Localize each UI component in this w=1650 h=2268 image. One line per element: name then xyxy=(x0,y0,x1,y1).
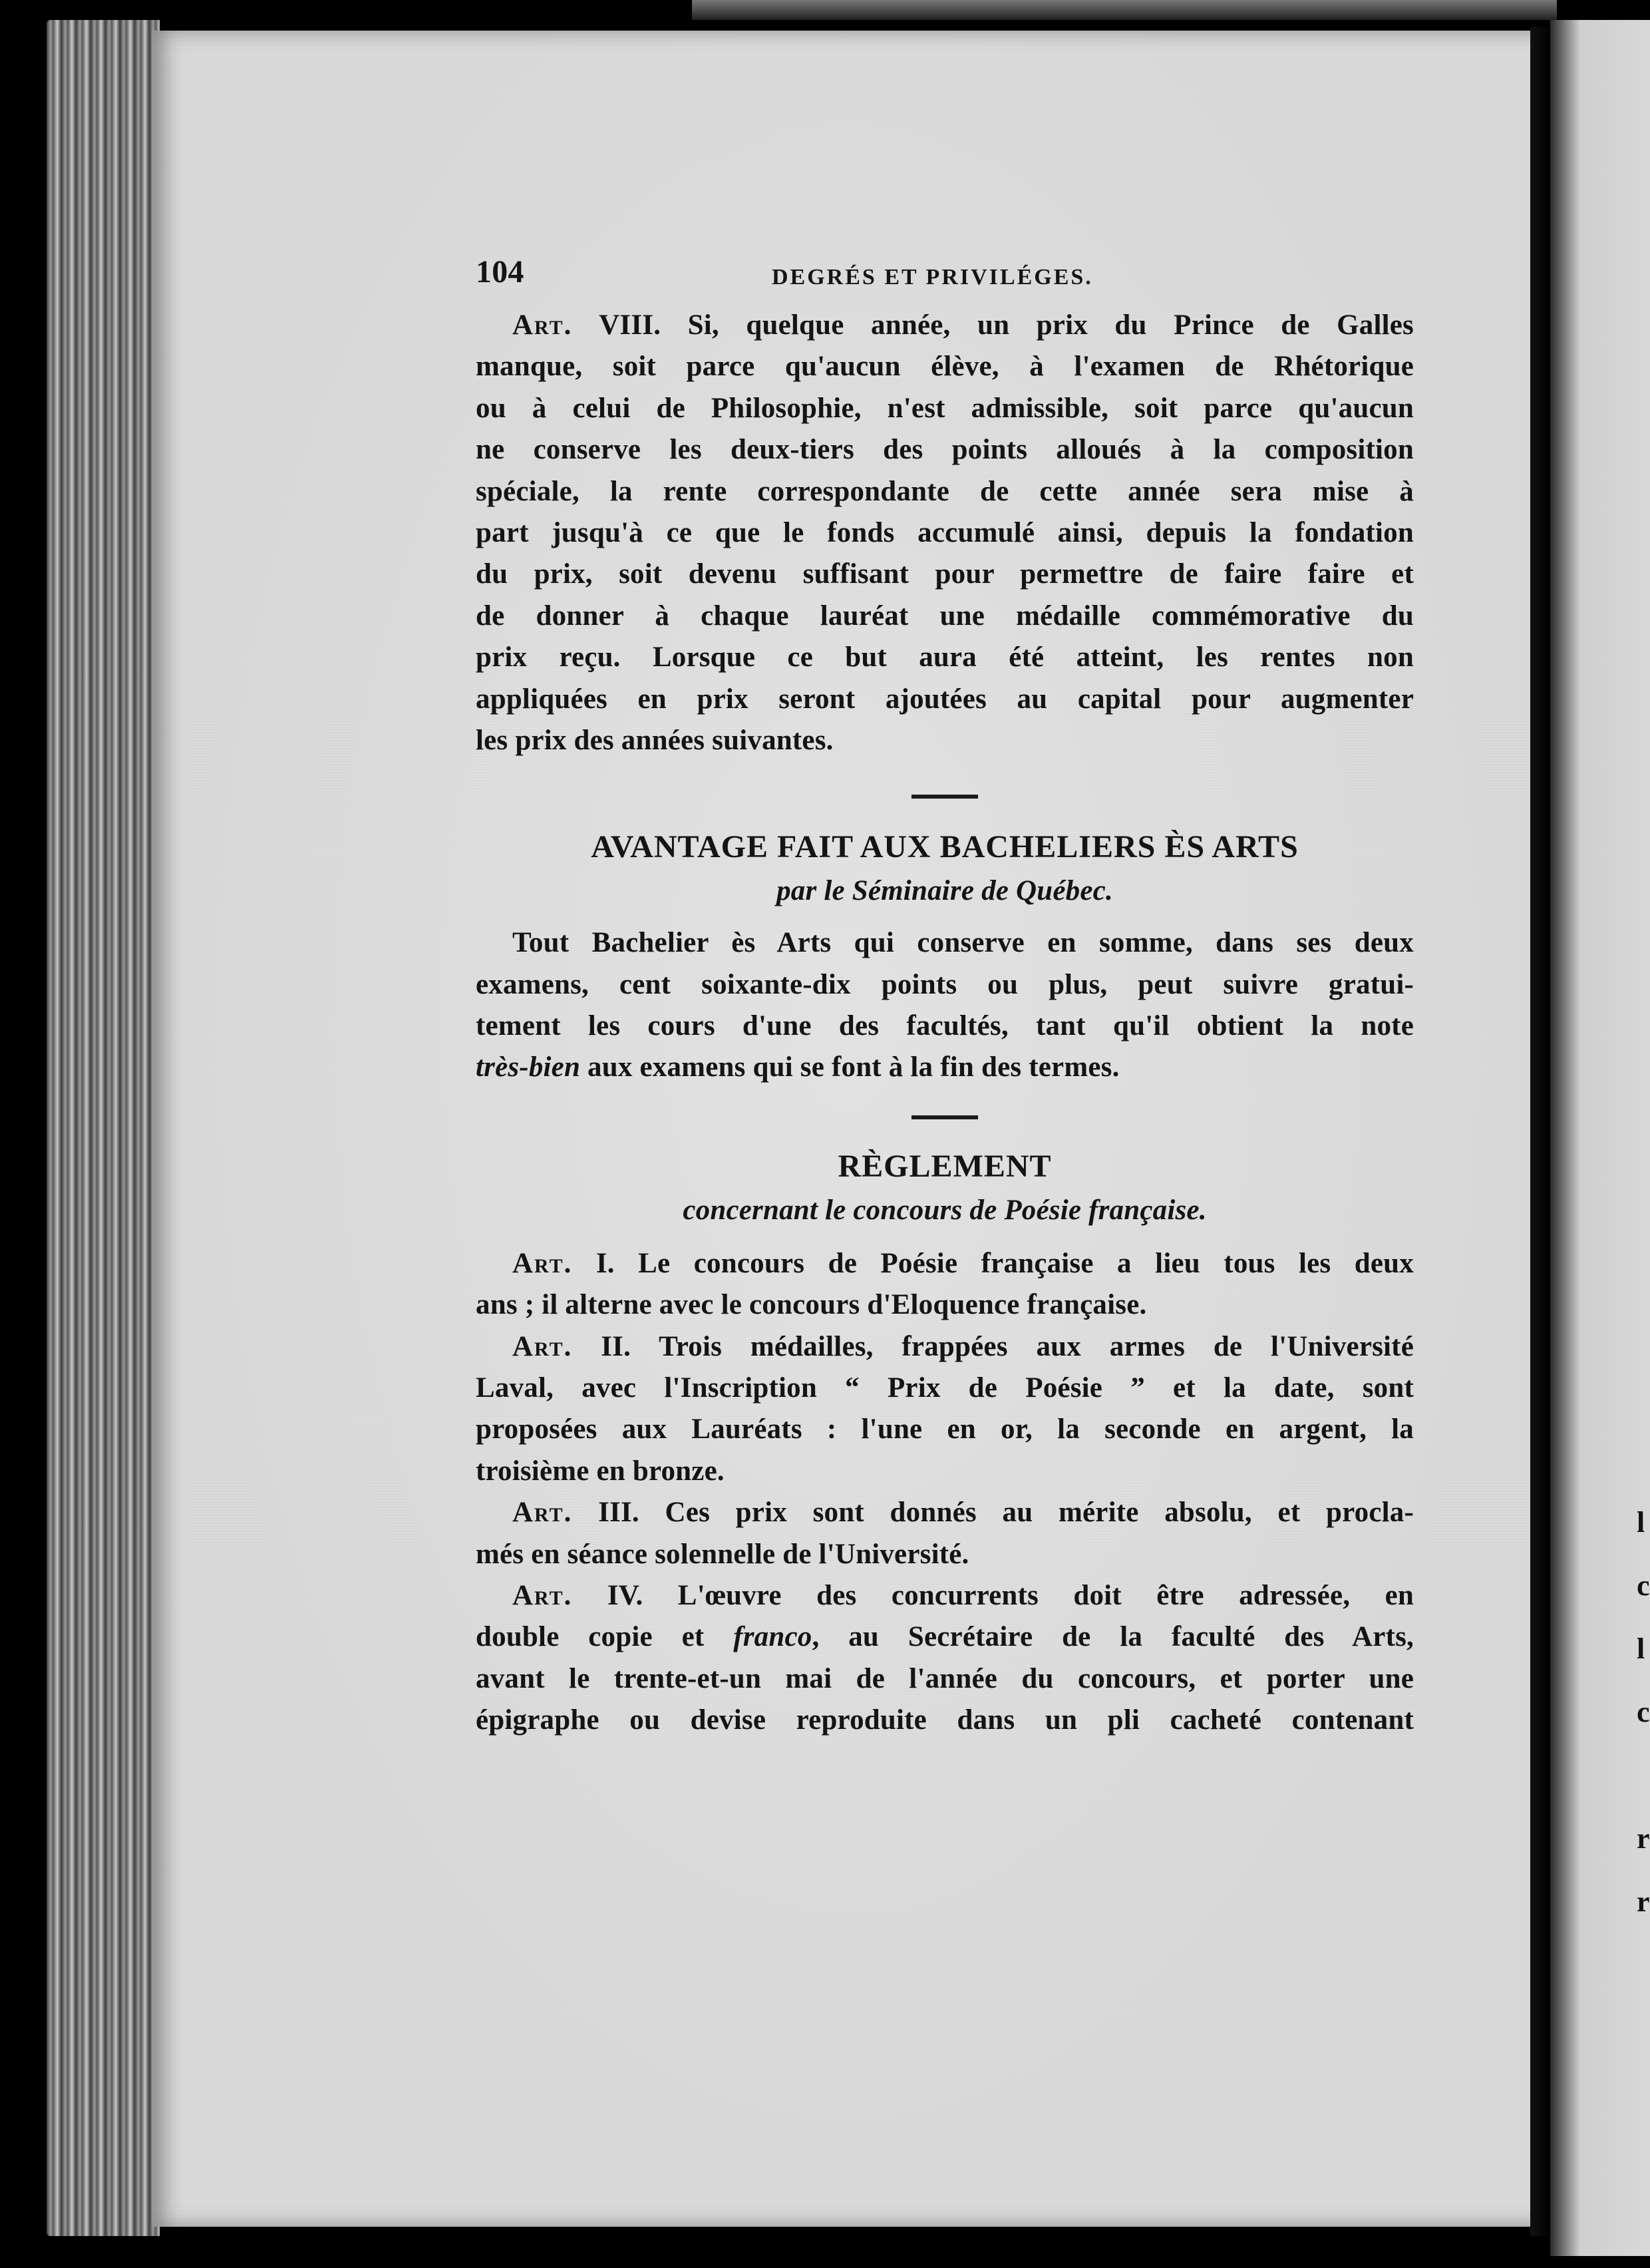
text-line: les prix des années suivantes. xyxy=(476,724,834,756)
line-text: II. Trois médailles, frappées aux armes de l'Université xyxy=(572,1330,1414,1362)
article-label: Art. xyxy=(512,1247,573,1279)
text-line xyxy=(476,305,1414,346)
text-line: prix reçu. Lorsque ce but aura été atteint, les rentes non xyxy=(476,642,1414,673)
italic-term: très-bien xyxy=(476,1051,581,1083)
text-line: de donner à chaque lauréat une médaille commémorative du xyxy=(476,600,1414,632)
text-line: troisième en bronze. xyxy=(476,1455,725,1487)
page-text-block xyxy=(476,252,1414,1742)
text-line: appliquées en prix seront ajoutées au capital pour augmenter xyxy=(476,683,1414,715)
section-subheading-reglement xyxy=(476,1190,1414,1231)
line-text: , au Secrétaire de la faculté des Arts, xyxy=(812,1621,1414,1653)
line-text: aux examens qui se font à la fin des termes. xyxy=(580,1051,1120,1083)
text-line xyxy=(476,1616,1414,1658)
text-line: ans ; il alterne avec le concours d'Eloquence française. xyxy=(476,1289,1147,1321)
running-head: DEGRÉS ET PRIVILÉGES. xyxy=(772,265,1093,289)
article-label: Art. xyxy=(512,1497,573,1529)
page-header xyxy=(476,252,1414,305)
section-subheading-avantage: par le Séminaire de Québec. xyxy=(776,875,1113,907)
text-line: ne conserve les deux-tiers des points alloués à la composition xyxy=(476,434,1414,466)
text-line: avant le trente-et-un mai de l'année du concours, et porter une xyxy=(476,1662,1414,1694)
text-line: examens, cent soixante-dix points ou plus, peut suivre gratui- xyxy=(476,968,1414,1000)
text-line xyxy=(476,1492,1414,1533)
text-line xyxy=(476,1243,1414,1284)
subheading-emphasis: Poésie française xyxy=(1004,1194,1200,1226)
line-text: IV. L'œuvre des concurrents doit être adressée, en xyxy=(572,1579,1414,1611)
book-spine xyxy=(47,20,160,2236)
text-line: tement les cours d'une des facultés, tant qu'il obtient la note xyxy=(476,1010,1414,1042)
adjacent-page-letters: l c l c r r xyxy=(1637,1506,1650,1918)
text-line xyxy=(476,1575,1414,1616)
section-heading-reglement: RÈGLEMENT xyxy=(838,1148,1052,1184)
article-viii xyxy=(476,305,1414,761)
text-line: spéciale, la rente correspondante de cette année sera mise à xyxy=(476,475,1414,507)
line-text: I. Le concours de Poésie française a lieu tous les deux xyxy=(572,1247,1414,1279)
page-gutter xyxy=(1530,27,1550,2236)
text-line: ou à celui de Philosophie, n'est admissible, soit parce qu'aucun xyxy=(476,392,1414,424)
text-line xyxy=(476,1326,1414,1368)
text-line xyxy=(476,1047,1414,1088)
line-text: III. Ces prix sont donnés au mérite absolu, et procla- xyxy=(572,1497,1414,1529)
subheading-text: concernant le concours de xyxy=(683,1194,1005,1226)
text-line: épigraphe ou devise reproduite dans un pli cacheté contenant xyxy=(476,1704,1414,1736)
page-number: 104 xyxy=(476,254,524,289)
text-line: proposées aux Lauréats : l'une en or, la seconde en argent, la xyxy=(476,1414,1414,1445)
article-label: Art. xyxy=(512,1579,573,1611)
subheading-punct: . xyxy=(1199,1194,1207,1226)
text-line: Tout Bachelier ès Arts qui conserve en somme, dans ses deux xyxy=(512,927,1414,959)
adjacent-page-edge xyxy=(1550,20,1650,2256)
text-line: manque, soit parce qu'aucun élève, à l'examen de Rhétorique xyxy=(476,351,1414,383)
article-label: Art. xyxy=(512,1330,573,1362)
scan-top-edge xyxy=(692,0,1557,20)
text-line: part jusqu'à ce que le fonds accumulé ainsi, depuis la fondation xyxy=(476,516,1414,548)
text-line: més en séance solennelle de l'Université. xyxy=(476,1538,969,1570)
section-heading-avantage: AVANTAGE FAIT AUX BACHELIERS ÈS ARTS xyxy=(591,829,1299,865)
text-line: du prix, soit devenu suffisant pour permettre de faire faire et xyxy=(476,558,1414,590)
line-text: double copie et xyxy=(476,1621,734,1653)
article-label: Art. xyxy=(512,309,573,341)
italic-term: franco xyxy=(733,1621,812,1653)
text-line: Laval, avec l'Inscription “ Prix de Poésie ” et la date, sont xyxy=(476,1372,1414,1404)
line-text: VIII. Si, quelque année, un prix du Prince de Galles xyxy=(572,309,1414,341)
